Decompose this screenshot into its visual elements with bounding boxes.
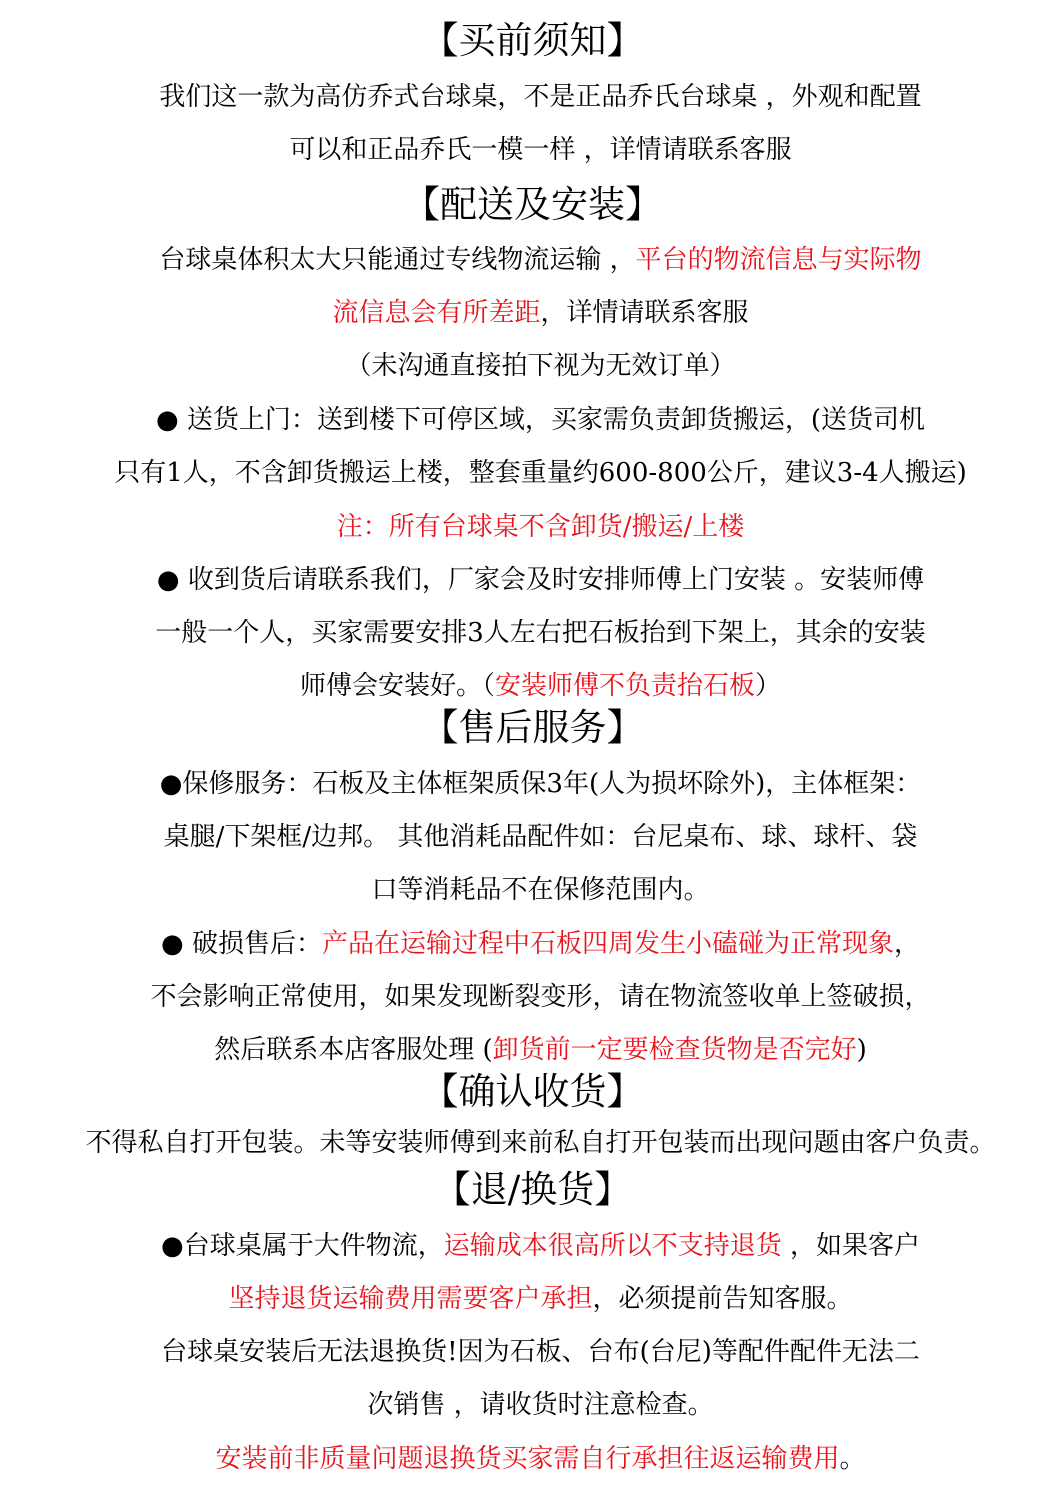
notice-line [36, 77, 1045, 117]
line-text: 不会影响正常使用，如果发现断裂变形，请在物流签收单上签破损， [150, 982, 931, 1012]
line-text: 不得私自打开包装。未等安装师傅到来前私自打开包装而出现问题由客户负责。 [85, 1128, 996, 1158]
notice-line [36, 870, 1045, 910]
bullet-line-door-delivery [36, 400, 1045, 440]
line-text: 师傅会安装好。（ [299, 671, 495, 701]
line-text: ● 收到货后请联系我们，厂家会及时安排师傅上门安装 。安装师傅 [156, 565, 925, 595]
notice-line [36, 977, 1045, 1017]
line-text: ， [893, 929, 920, 959]
section-heading: 【买前须知】 [421, 19, 644, 62]
warning-text: 运输成本很高所以不支持退货 [443, 1231, 782, 1261]
bullet-line-installation [36, 560, 1045, 600]
notice-line [36, 346, 1045, 386]
bullet-line-damage [36, 924, 1045, 964]
notice-line [36, 240, 1045, 280]
line-text: ，必须提前告知客服。 [592, 1284, 853, 1314]
line-text: ●台球桌属于大件物流， [161, 1231, 444, 1261]
notice-line [36, 1439, 1045, 1479]
line-text: 次销售 ，请收货时注意检查。 [367, 1390, 714, 1420]
section-heading: 【售后服务】 [421, 706, 644, 749]
notice-line [36, 1332, 1045, 1372]
bullet-line-warranty [36, 764, 1045, 804]
notice-line [36, 1030, 1045, 1070]
line-text: 我们这一款为高仿乔式台球桌，不是正品乔氏台球桌 ，外观和配置 [159, 82, 922, 112]
line-text: 可以和正品乔氏一模一样 ，详情请联系客服 [289, 135, 792, 165]
line-text: ● 破损售后： [161, 929, 322, 959]
warning-text: 坚持退货运输费用需要客户承担 [228, 1284, 593, 1314]
section-heading: 【退/换货】 [433, 1168, 632, 1211]
warning-text: 注：所有台球桌不含卸货/搬运/上楼 [336, 512, 745, 542]
notice-line [36, 817, 1045, 857]
line-text: （未沟通直接拍下视为无效订单） [345, 351, 736, 381]
line-text: 然后联系本店客服处理 ( [214, 1035, 493, 1065]
line-text: ●保修服务：石板及主体框架质保3年(人为损坏除外)，主体框架： [159, 769, 922, 799]
line-text: 一般一个人，买家需要安排3人左右把石板抬到下架上，其余的安装 [155, 618, 926, 648]
section-heading: 【配送及安装】 [403, 183, 662, 226]
line-text: 口等消耗品不在保修范围内。 [371, 875, 710, 905]
section-heading: 【确认收货】 [421, 1070, 644, 1113]
warning-text: 卸货前一定要检查货物是否完好 [492, 1035, 857, 1065]
warning-text: 安装师傅不负责抬石板 [494, 671, 755, 701]
notice-line [36, 666, 1045, 706]
line-text: ，如果客户 [781, 1231, 920, 1261]
notice-line [36, 613, 1045, 653]
notice-line [36, 1385, 1045, 1425]
bullet-line-returns [36, 1226, 1045, 1266]
notice-line [36, 453, 1045, 493]
notice-line [36, 1279, 1045, 1319]
line-text: 台球桌体积太大只能通过专线物流运输 ， [159, 245, 636, 275]
note-line [36, 507, 1045, 547]
line-text: 。 [839, 1444, 866, 1474]
line-text: 台球桌安装后无法退换货!因为石板、台布(台尼)等配件配件无法二 [161, 1337, 920, 1367]
line-text: 只有1人，不含卸货搬运上楼，整套重量约600-800公斤，建议3-4人搬运) [114, 458, 967, 488]
notice-line [36, 130, 1045, 170]
warning-text: 流信息会有所差距 [332, 298, 541, 328]
warning-text: 安装前非质量问题退换货买家需自行承担往返运输费用 [215, 1444, 840, 1474]
warning-text: 平台的物流信息与实际物 [635, 245, 922, 275]
line-text: ，详情请联系客服 [540, 298, 749, 328]
notice-line [36, 1123, 1045, 1163]
line-text: 桌腿/下架框/边邦。 其他消耗品配件如：台尼桌布、球、球杆、袋 [163, 822, 918, 852]
line-text: ● 送货上门：送到楼下可停区域，买家需负责卸货搬运，(送货司机 [155, 405, 926, 435]
notice-line [36, 293, 1045, 333]
line-text: ） [755, 671, 782, 701]
warning-text: 产品在运输过程中石板四周发生小磕碰为正常现象 [321, 929, 894, 959]
line-text: ) [856, 1035, 867, 1065]
